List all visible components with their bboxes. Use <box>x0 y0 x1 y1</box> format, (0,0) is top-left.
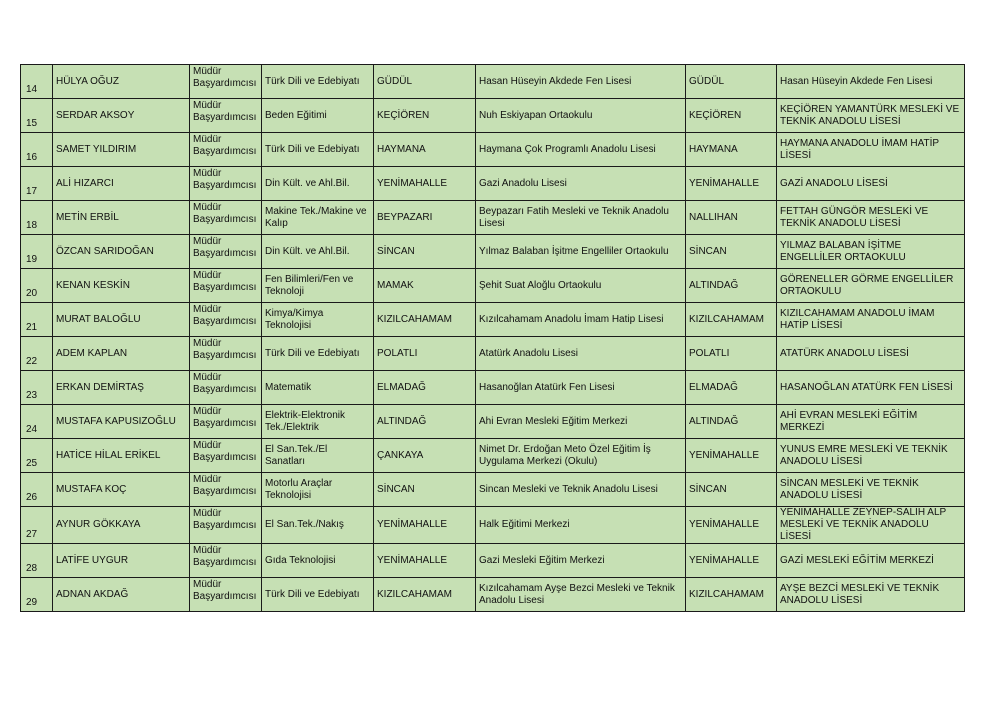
district-cell: SİNCAN <box>374 473 476 507</box>
branch-cell: Türk Dili ve Edebiyatı <box>262 337 374 371</box>
name-cell: SAMET YILDIRIM <box>53 133 190 167</box>
name-cell: AYNUR GÖKKAYA <box>53 507 190 544</box>
school-cell: Kızılcahamam Anadolu İmam Hatip Lisesi <box>476 303 686 337</box>
district-cell: HAYMANA <box>374 133 476 167</box>
school-cell: Gazi Mesleki Eğitim Merkezi <box>476 544 686 578</box>
name-cell: KENAN KESKİN <box>53 269 190 303</box>
assignment-table <box>20 64 965 612</box>
new-district-cell: YENİMAHALLE <box>686 439 777 473</box>
school-cell: Halk Eğitimi Merkezi <box>476 507 686 544</box>
school-cell: Nuh Eskiyapan Ortaokulu <box>476 99 686 133</box>
name-cell: MUSTAFA KOÇ <box>53 473 190 507</box>
name-cell: ÖZCAN SARIDOĞAN <box>53 235 190 269</box>
branch-cell: Gıda Teknolojisi <box>262 544 374 578</box>
new-district-cell: ALTINDAĞ <box>686 405 777 439</box>
branch-cell: Elektrik-Elektronik Tek./Elektrik <box>262 405 374 439</box>
name-cell: HATİCE HİLAL ERİKEL <box>53 439 190 473</box>
title-cell: Müdür Başyardımcısı <box>190 303 262 337</box>
new-district-cell: HAYMANA <box>686 133 777 167</box>
row-number-cell: 17 <box>21 167 53 201</box>
school-cell: Beypazarı Fatih Mesleki ve Teknik Anadolu Lisesi <box>476 201 686 235</box>
name-cell: SERDAR AKSOY <box>53 99 190 133</box>
title-cell: Müdür Başyardımcısı <box>190 439 262 473</box>
new-school-cell: FETTAH GÜNGÖR MESLEKİ VE TEKNİK ANADOLU LİSESİ <box>777 201 965 235</box>
district-cell: MAMAK <box>374 269 476 303</box>
new-district-cell: KEÇİÖREN <box>686 99 777 133</box>
new-school-cell: AYŞE BEZCİ MESLEKİ VE TEKNİK ANADOLU LİSESİ <box>777 578 965 612</box>
branch-cell: Makine Tek./Makine ve Kalıp <box>262 201 374 235</box>
branch-cell: Matematik <box>262 371 374 405</box>
school-cell: Sincan Mesleki ve Teknik Anadolu Lisesi <box>476 473 686 507</box>
name-cell: LATİFE UYGUR <box>53 544 190 578</box>
title-cell: Müdür Başyardımcısı <box>190 507 262 544</box>
title-cell: Müdür Başyardımcısı <box>190 65 262 99</box>
row-number-cell: 15 <box>21 99 53 133</box>
district-cell: KEÇİÖREN <box>374 99 476 133</box>
row-number-cell: 22 <box>21 337 53 371</box>
table-row <box>21 235 965 269</box>
new-school-cell: YILMAZ BALABAN İŞİTME ENGELLİLER ORTAOKULU <box>777 235 965 269</box>
table-row <box>21 133 965 167</box>
row-number-cell: 27 <box>21 507 53 544</box>
school-cell: Nimet Dr. Erdoğan Meto Özel Eğitim İş Uygulama Merkezi (Okulu) <box>476 439 686 473</box>
new-school-cell: YUNUS EMRE MESLEKİ VE TEKNİK ANADOLU LİSESİ <box>777 439 965 473</box>
table-row <box>21 65 965 99</box>
name-cell: MUSTAFA KAPUSIZOĞLU <box>53 405 190 439</box>
new-district-cell: ELMADAĞ <box>686 371 777 405</box>
row-number-cell: 21 <box>21 303 53 337</box>
new-district-cell: GÜDÜL <box>686 65 777 99</box>
name-cell: METİN ERBİL <box>53 201 190 235</box>
branch-cell: Türk Dili ve Edebiyatı <box>262 578 374 612</box>
branch-cell: Din Kült. ve Ahl.Bil. <box>262 167 374 201</box>
table-row <box>21 167 965 201</box>
new-school-cell: SİNCAN MESLEKİ VE TEKNİK ANADOLU LİSESİ <box>777 473 965 507</box>
school-cell: Hasan Hüseyin Akdede Fen Lisesi <box>476 65 686 99</box>
table-row <box>21 371 965 405</box>
new-district-cell: YENİMAHALLE <box>686 544 777 578</box>
table-row <box>21 269 965 303</box>
new-school-cell: ATATÜRK ANADOLU LİSESİ <box>777 337 965 371</box>
new-school-cell: GÖRENELLER GÖRME ENGELLİLER ORTAOKULU <box>777 269 965 303</box>
new-district-cell: NALLIHAN <box>686 201 777 235</box>
branch-cell: El San.Tek./El Sanatları <box>262 439 374 473</box>
district-cell: ALTINDAĞ <box>374 405 476 439</box>
table-row <box>21 578 965 612</box>
row-number-cell: 24 <box>21 405 53 439</box>
school-cell: Atatürk Anadolu Lisesi <box>476 337 686 371</box>
new-school-cell: GAZİ ANADOLU LİSESİ <box>777 167 965 201</box>
new-district-cell: KIZILCAHAMAM <box>686 578 777 612</box>
branch-cell: Türk Dili ve Edebiyatı <box>262 65 374 99</box>
row-number-cell: 26 <box>21 473 53 507</box>
table-body <box>21 65 965 612</box>
district-cell: GÜDÜL <box>374 65 476 99</box>
district-cell: POLATLI <box>374 337 476 371</box>
new-district-cell: SİNCAN <box>686 473 777 507</box>
title-cell: Müdür Başyardımcısı <box>190 167 262 201</box>
title-cell: Müdür Başyardımcısı <box>190 337 262 371</box>
new-district-cell: SİNCAN <box>686 235 777 269</box>
row-number-cell: 16 <box>21 133 53 167</box>
table-row <box>21 405 965 439</box>
title-cell: Müdür Başyardımcısı <box>190 269 262 303</box>
new-school-cell: HASANOĞLAN ATATÜRK FEN LİSESİ <box>777 371 965 405</box>
name-cell: ALİ HIZARCI <box>53 167 190 201</box>
new-school-cell: KEÇİÖREN YAMANTÜRK MESLEKİ VE TEKNİK ANADOLU LİSESİ <box>777 99 965 133</box>
row-number-cell: 29 <box>21 578 53 612</box>
row-number-cell: 19 <box>21 235 53 269</box>
title-cell: Müdür Başyardımcısı <box>190 201 262 235</box>
name-cell: HÜLYA OĞUZ <box>53 65 190 99</box>
district-cell: YENİMAHALLE <box>374 544 476 578</box>
school-cell: Şehit Suat Aloğlu Ortaokulu <box>476 269 686 303</box>
district-cell: ELMADAĞ <box>374 371 476 405</box>
new-school-cell: HAYMANA ANADOLU İMAM HATİP LİSESİ <box>777 133 965 167</box>
branch-cell: Din Kült. ve Ahl.Bil. <box>262 235 374 269</box>
row-number-cell: 20 <box>21 269 53 303</box>
row-number-cell: 28 <box>21 544 53 578</box>
district-cell: YENİMAHALLE <box>374 507 476 544</box>
title-cell: Müdür Başyardımcısı <box>190 473 262 507</box>
name-cell: MURAT BALOĞLU <box>53 303 190 337</box>
branch-cell: Motorlu Araçlar Teknolojisi <box>262 473 374 507</box>
new-school-cell: Hasan Hüseyin Akdede Fen Lisesi <box>777 65 965 99</box>
table-row <box>21 99 965 133</box>
branch-cell: Kimya/Kimya Teknolojisi <box>262 303 374 337</box>
row-number-cell: 14 <box>21 65 53 99</box>
branch-cell: Beden Eğitimi <box>262 99 374 133</box>
new-district-cell: YENİMAHALLE <box>686 507 777 544</box>
district-cell: KIZILCAHAMAM <box>374 578 476 612</box>
row-number-cell: 23 <box>21 371 53 405</box>
table-row <box>21 507 965 544</box>
title-cell: Müdür Başyardımcısı <box>190 544 262 578</box>
school-cell: Hasanoğlan Atatürk Fen Lisesi <box>476 371 686 405</box>
school-cell: Gazi Anadolu Lisesi <box>476 167 686 201</box>
title-cell: Müdür Başyardımcısı <box>190 133 262 167</box>
new-school-cell: AHİ EVRAN MESLEKİ EĞİTİM MERKEZİ <box>777 405 965 439</box>
name-cell: ADNAN AKDAĞ <box>53 578 190 612</box>
new-district-cell: POLATLI <box>686 337 777 371</box>
table-row <box>21 303 965 337</box>
name-cell: ADEM KAPLAN <box>53 337 190 371</box>
school-cell: Yılmaz Balaban İşitme Engelliler Ortaokulu <box>476 235 686 269</box>
title-cell: Müdür Başyardımcısı <box>190 405 262 439</box>
new-district-cell: YENİMAHALLE <box>686 167 777 201</box>
school-cell: Ahi Evran Mesleki Eğitim Merkezi <box>476 405 686 439</box>
table-row <box>21 473 965 507</box>
table-row <box>21 544 965 578</box>
new-district-cell: ALTINDAĞ <box>686 269 777 303</box>
school-cell: Kızılcahamam Ayşe Bezci Mesleki ve Teknik Anadolu Lisesi <box>476 578 686 612</box>
row-number-cell: 25 <box>21 439 53 473</box>
district-cell: KIZILCAHAMAM <box>374 303 476 337</box>
table-row <box>21 337 965 371</box>
branch-cell: El San.Tek./Nakış <box>262 507 374 544</box>
branch-cell: Fen Bilimleri/Fen ve Teknoloji <box>262 269 374 303</box>
district-cell: BEYPAZARI <box>374 201 476 235</box>
new-school-cell: GAZİ MESLEKİ EĞİTİM MERKEZİ <box>777 544 965 578</box>
district-cell: ÇANKAYA <box>374 439 476 473</box>
title-cell: Müdür Başyardımcısı <box>190 578 262 612</box>
district-cell: YENİMAHALLE <box>374 167 476 201</box>
new-school-cell: KIZILCAHAMAM ANADOLU İMAM HATİP LİSESİ <box>777 303 965 337</box>
table-row <box>21 201 965 235</box>
name-cell: ERKAN DEMİRTAŞ <box>53 371 190 405</box>
district-cell: SİNCAN <box>374 235 476 269</box>
school-cell: Haymana Çok Programlı Anadolu Lisesi <box>476 133 686 167</box>
title-cell: Müdür Başyardımcısı <box>190 99 262 133</box>
table-row <box>21 439 965 473</box>
new-district-cell: KIZILCAHAMAM <box>686 303 777 337</box>
row-number-cell: 18 <box>21 201 53 235</box>
branch-cell: Türk Dili ve Edebiyatı <box>262 133 374 167</box>
new-school-cell: YENİMAHALLE ZEYNEP-SALİH ALP MESLEKİ VE TEKNİK ANADOLU LİSESİ <box>777 507 965 544</box>
title-cell: Müdür Başyardımcısı <box>190 371 262 405</box>
title-cell: Müdür Başyardımcısı <box>190 235 262 269</box>
